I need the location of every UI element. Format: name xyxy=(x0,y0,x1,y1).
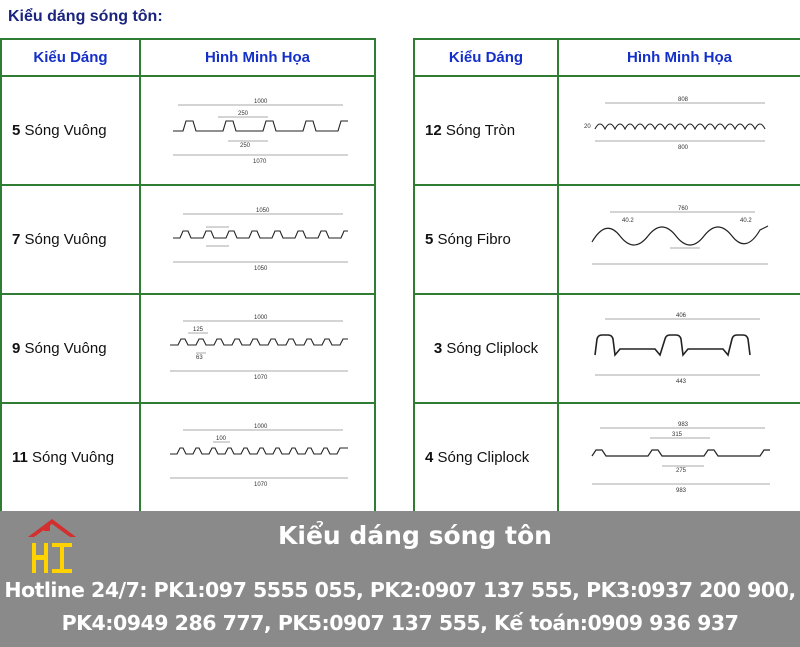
svg-text:100: 100 xyxy=(215,435,226,442)
table-row xyxy=(414,403,800,512)
profile-type: Sóng Vuông xyxy=(24,231,107,248)
svg-text:315: 315 xyxy=(671,431,682,438)
profile-diagram xyxy=(558,76,800,185)
profile-name xyxy=(414,294,558,403)
table-row xyxy=(414,185,800,294)
column-header-style: Kiểu Dáng xyxy=(1,39,140,76)
profile-wave-count: 11 xyxy=(12,449,28,466)
svg-text:406: 406 xyxy=(675,312,686,319)
svg-text:1070: 1070 xyxy=(253,481,267,488)
svg-text:1000: 1000 xyxy=(253,98,267,105)
column-header-illustration: Hình Minh Họa xyxy=(558,39,800,76)
profile-diagram xyxy=(140,403,375,512)
column-header-illustration: Hình Minh Họa xyxy=(140,39,375,76)
footer-banner xyxy=(0,511,800,647)
profile-diagram-svg xyxy=(158,91,358,171)
svg-text:983: 983 xyxy=(677,421,688,428)
profile-wave-count: 7 xyxy=(12,231,21,248)
profile-diagram xyxy=(140,76,375,185)
table-row xyxy=(1,185,375,294)
profile-table-right xyxy=(413,38,800,513)
profile-name xyxy=(1,185,140,294)
profile-wave-count: 12 xyxy=(425,122,442,139)
profile-diagram xyxy=(558,185,800,294)
profile-diagram-svg xyxy=(158,418,358,498)
profile-name xyxy=(1,403,140,512)
profile-diagram-svg xyxy=(158,309,358,389)
profile-diagram-svg xyxy=(580,309,780,389)
profile-diagram xyxy=(140,294,375,403)
table-header-row xyxy=(414,39,800,76)
hotline-text: PK4:0949 286 777, PK5:0907 137 555, Kế toán:0909 936 937 xyxy=(61,611,739,635)
table-row xyxy=(1,294,375,403)
svg-text:443: 443 xyxy=(675,378,686,385)
page-heading: Kiểu dáng sóng tôn: xyxy=(8,8,163,25)
profile-diagram xyxy=(558,294,800,403)
profile-wave-count: 9 xyxy=(12,340,21,357)
hotline-text: Hotline 24/7: PK1:097 5555 055, PK2:0907 137 555, PK3:0937 200 900, xyxy=(4,578,796,602)
svg-text:1050: 1050 xyxy=(255,207,269,214)
profile-name xyxy=(414,185,558,294)
svg-text:1070: 1070 xyxy=(253,374,267,381)
svg-text:20: 20 xyxy=(583,123,591,130)
profile-diagram-svg xyxy=(580,91,780,171)
profile-name xyxy=(1,294,140,403)
profile-type: Sóng Cliplock xyxy=(437,449,530,466)
svg-text:1000: 1000 xyxy=(253,314,267,321)
profile-diagram-svg xyxy=(580,200,780,280)
svg-text:1050: 1050 xyxy=(253,265,267,272)
svg-text:1070: 1070 xyxy=(252,158,266,165)
svg-text:125: 125 xyxy=(192,326,203,333)
footer-title: Kiểu dáng sóng tôn xyxy=(278,521,552,550)
svg-text:983: 983 xyxy=(675,487,686,494)
column-header-style: Kiểu Dáng xyxy=(414,39,558,76)
svg-text:1000: 1000 xyxy=(253,423,267,430)
table-row xyxy=(414,294,800,403)
svg-text:275: 275 xyxy=(675,467,686,474)
svg-text:760: 760 xyxy=(677,205,688,212)
svg-text:40.2: 40.2 xyxy=(739,217,752,224)
svg-text:800: 800 xyxy=(677,144,688,151)
svg-text:250: 250 xyxy=(239,142,250,149)
table-row xyxy=(1,76,375,185)
profile-name xyxy=(414,76,558,185)
profile-diagram-svg xyxy=(580,418,780,498)
profile-name xyxy=(414,403,558,512)
profile-type: Sóng Vuông xyxy=(32,449,115,466)
profile-type: Sóng Vuông xyxy=(24,122,107,139)
profile-wave-count: 5 xyxy=(12,122,21,139)
svg-text:40.2: 40.2 xyxy=(621,217,634,224)
svg-text:250: 250 xyxy=(237,110,248,117)
profile-diagram-svg xyxy=(158,200,358,280)
profile-table-left xyxy=(0,38,376,513)
profile-name xyxy=(1,76,140,185)
profile-type: Sóng Cliplock xyxy=(446,340,539,357)
profile-diagram xyxy=(140,185,375,294)
profile-wave-count: 5 xyxy=(425,231,434,248)
profile-wave-count: 4 xyxy=(425,449,434,466)
table-header-row xyxy=(1,39,375,76)
profile-type: Sóng Tròn xyxy=(445,122,516,139)
table-row xyxy=(1,403,375,512)
profile-diagram xyxy=(558,403,800,512)
profile-type: Sóng Vuông xyxy=(24,340,107,357)
profile-type: Sóng Fibro xyxy=(437,231,511,248)
table-row xyxy=(414,76,800,185)
svg-text:808: 808 xyxy=(677,96,688,103)
svg-text:63: 63 xyxy=(195,354,203,361)
profile-wave-count: 3 xyxy=(433,340,443,357)
